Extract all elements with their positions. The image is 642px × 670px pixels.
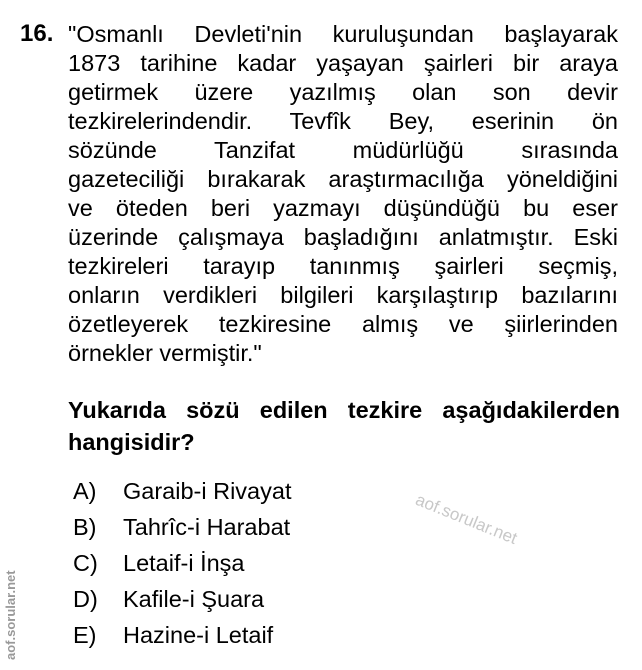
passage-line: üzerinde çalışmaya başladığını anlatmıştır. Eski xyxy=(68,224,618,250)
passage-line: 1873 tarihine kadar yaşayan şairleri bir araya xyxy=(68,50,618,76)
passage-line: tezkirelerindendir. Tevfîk Bey, eserinin ön xyxy=(68,108,618,134)
option-text: Garaib-i Rivayat xyxy=(123,478,292,504)
option-text: Kafile-i Şuara xyxy=(123,586,265,612)
option-letter: E) xyxy=(73,622,97,648)
option-c[interactable] xyxy=(73,546,291,582)
passage-line: ve öteden beri yazmayı düşündüğü bu eser xyxy=(68,195,618,221)
passage-line: "Osmanlı Devleti'nin kuruluşundan başlayarak xyxy=(68,21,618,47)
option-text: Hazine-i Letaif xyxy=(123,622,274,648)
question-stem xyxy=(68,394,620,458)
option-e[interactable] xyxy=(73,618,291,654)
option-text: Tahrîc-i Harabat xyxy=(123,514,291,540)
question-passage xyxy=(68,20,618,368)
option-letter: C) xyxy=(73,550,98,576)
watermark-vertical: aof.sorular.net xyxy=(3,570,18,660)
option-text: Letaif-i İnşa xyxy=(123,550,245,576)
passage-line: örnekler vermiştir." xyxy=(68,340,262,366)
passage-line: özetleyerek tezkiresine almış ve şiirlerinden xyxy=(68,311,618,337)
option-letter: D) xyxy=(73,586,98,612)
passage-line: sözünde Tanzifat müdürlüğü sırasında xyxy=(68,137,618,163)
passage-line: onların verdikleri bilgileri karşılaştırıp bazılarını xyxy=(68,282,618,308)
passage-line: tezkireleri tarayıp tanınmış şairleri seçmiş, xyxy=(68,253,618,279)
question-line: hangisidir? xyxy=(68,429,195,455)
question-line: Yukarıda sözü edilen tezkire aşağıdakilerden xyxy=(68,397,620,423)
option-d[interactable] xyxy=(73,582,291,618)
passage-line: getirmek üzere yazılmış olan son devir xyxy=(68,79,618,105)
option-letter: B) xyxy=(73,514,97,540)
answer-options xyxy=(73,474,291,654)
option-b[interactable] xyxy=(73,510,291,546)
option-a[interactable] xyxy=(73,474,291,510)
question-number: 16. xyxy=(20,20,54,47)
passage-line: gazeteciliği bırakarak araştırmacılığa yöneldiğini xyxy=(68,166,618,192)
watermark-diagonal: aof.sorular.net xyxy=(412,490,520,548)
option-letter: A) xyxy=(73,478,97,504)
